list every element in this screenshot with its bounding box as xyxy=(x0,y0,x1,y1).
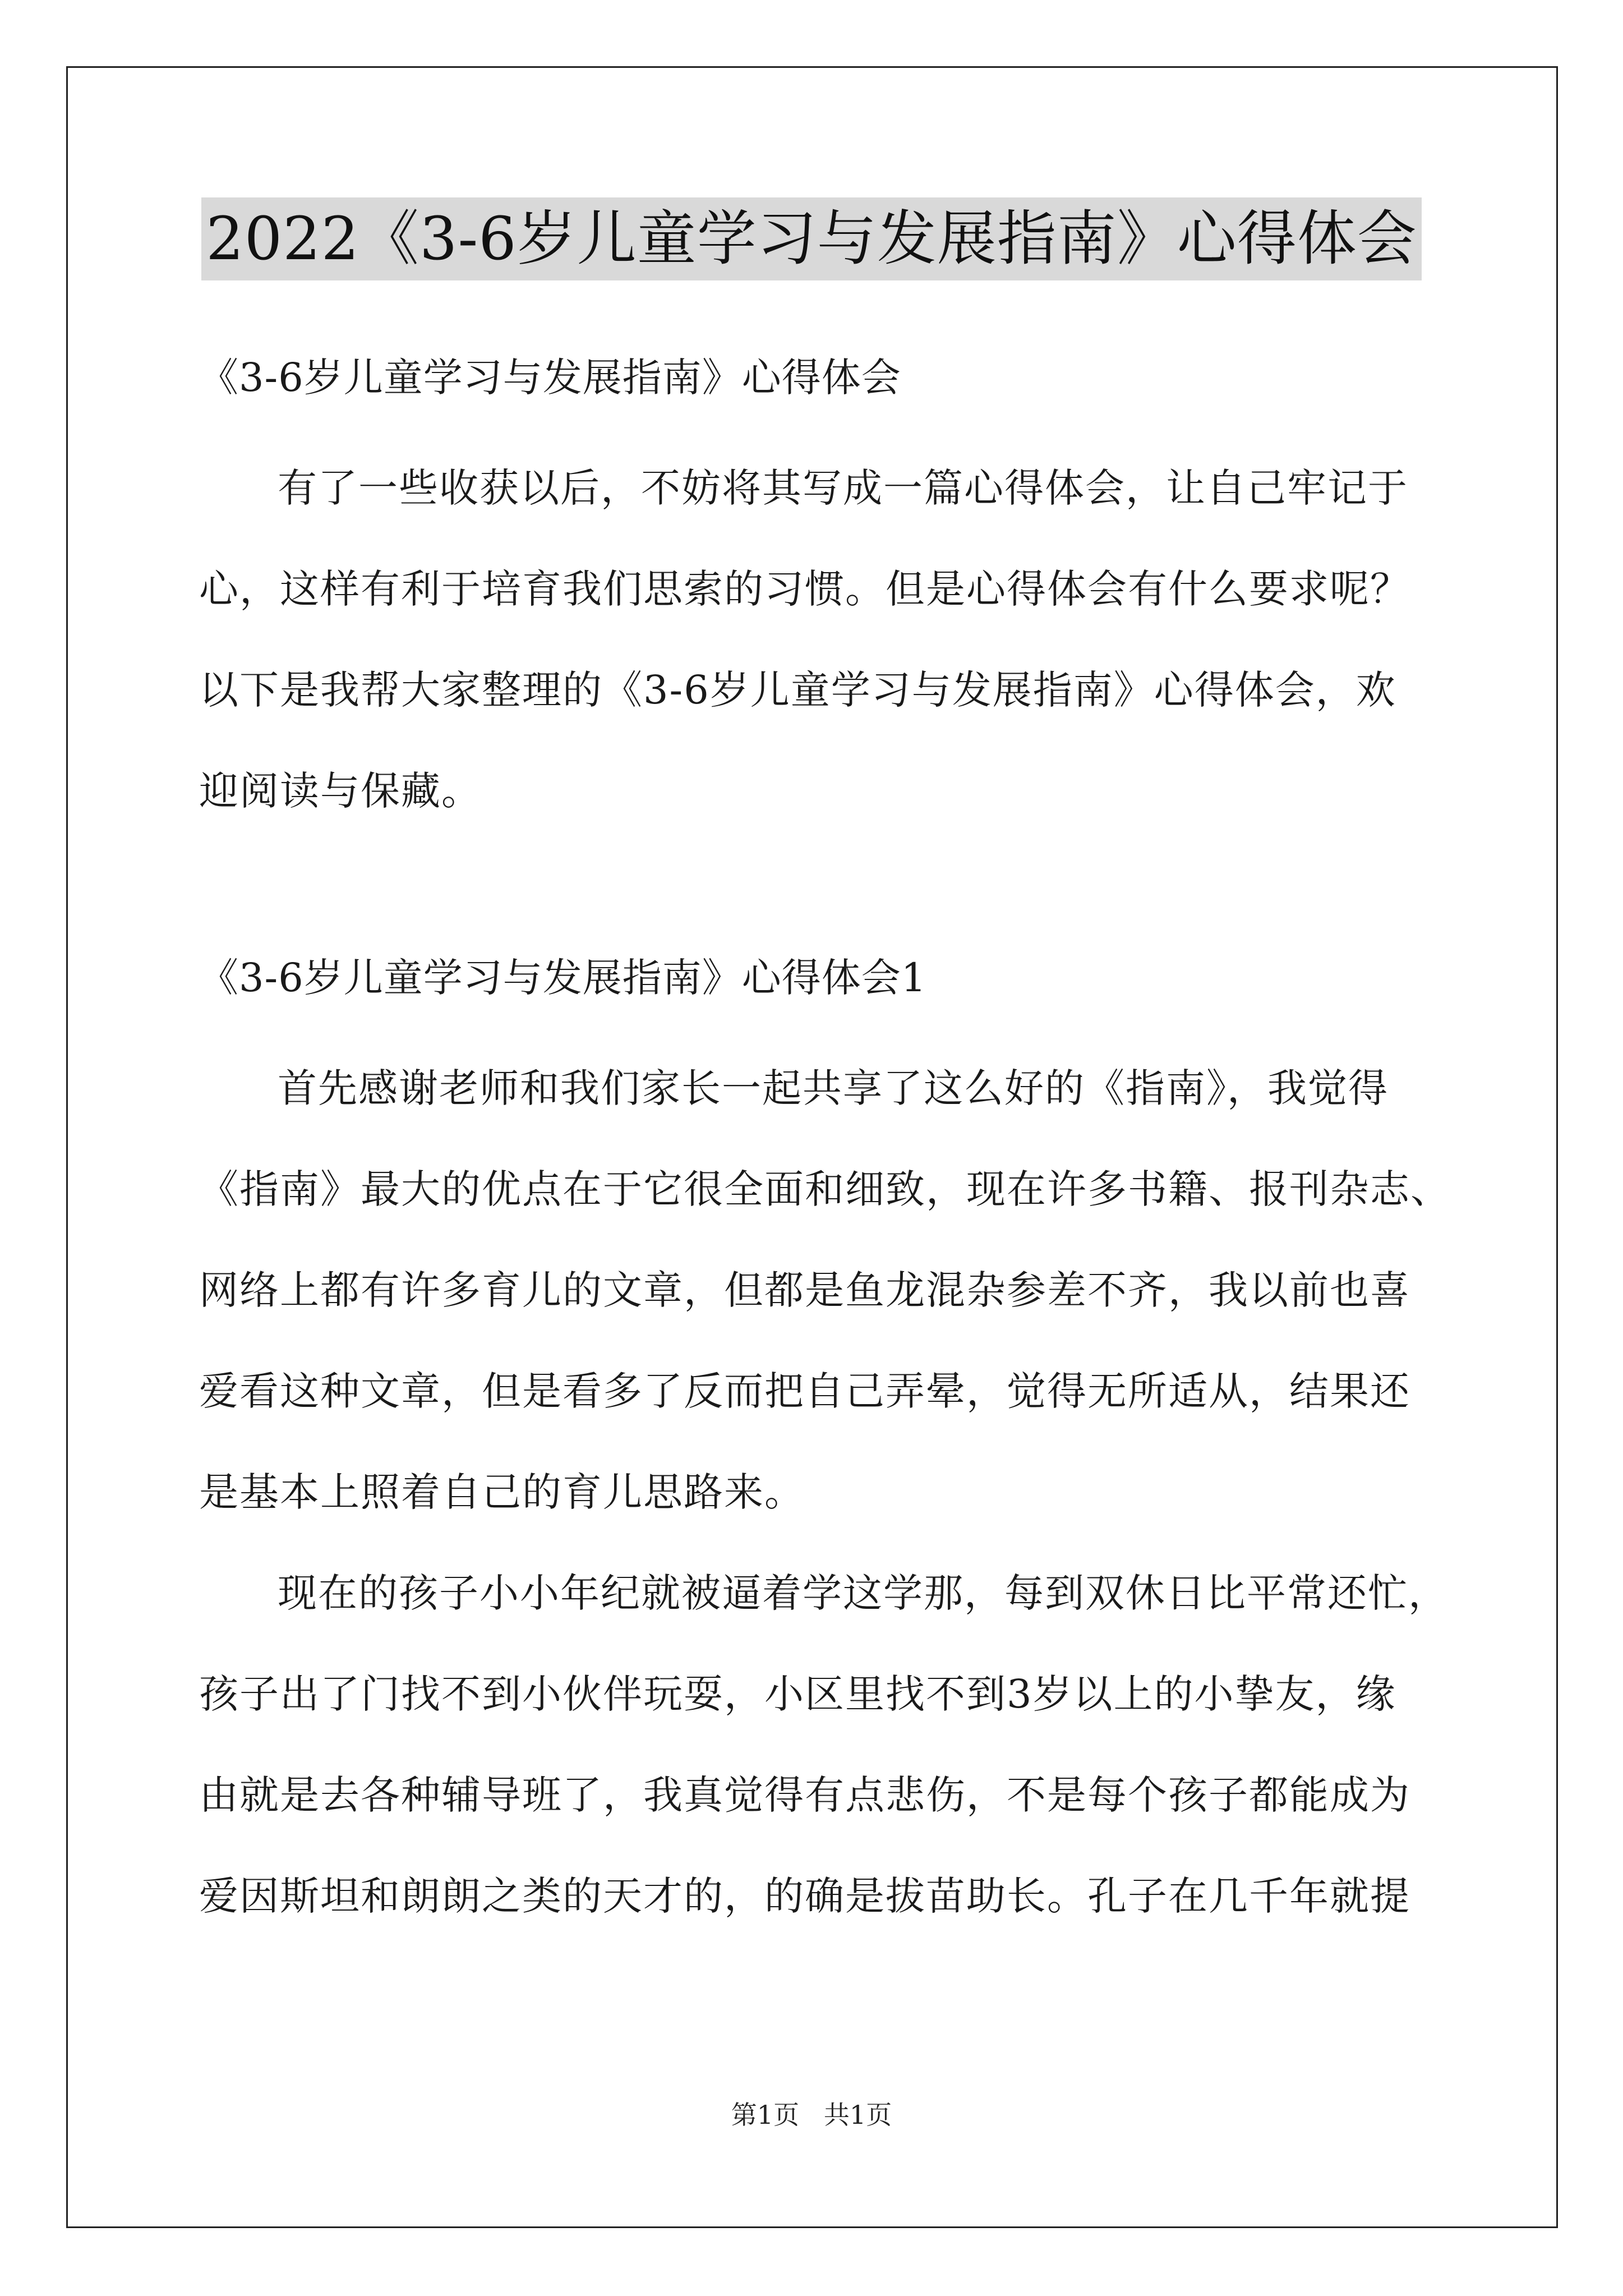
section1-para2-line-1: 现在的孩子小小年纪就被逼着学这学那，每到双休日比平常还忙， xyxy=(278,1570,1449,1616)
intro-line-4: 迎阅读与保藏。 xyxy=(199,768,482,814)
section1-para1-line-1: 首先感谢老师和我们家长一起共享了这么好的《指南》，我觉得 xyxy=(278,1065,1389,1111)
section1-para1-line-2: 《指南》最大的优点在于它很全面和细致，现在许多书籍、报刊杂志、 xyxy=(199,1166,1451,1212)
intro-line-3: 以下是我帮大家整理的《3-6岁儿童学习与发展指南》心得体会，欢 xyxy=(199,667,1396,713)
section1-para1-line-3: 网络上都有许多育儿的文章，但都是鱼龙混杂参差不齐，我以前也喜 xyxy=(199,1267,1410,1313)
section1-para2-line-3: 由就是去各种辅导班了，我真觉得有点悲伤，不是每个孩子都能成为 xyxy=(199,1772,1410,1818)
section1-para1-line-5: 是基本上照着自己的育儿思路来。 xyxy=(199,1469,805,1515)
intro-line-2: 心，这样有利于培育我们思索的习惯。但是心得体会有什么要求呢？ xyxy=(199,566,1410,612)
intro-heading: 《3-6岁儿童学习与发展指南》心得体会 xyxy=(199,355,901,401)
section1-heading: 《3-6岁儿童学习与发展指南》心得体会1 xyxy=(199,955,927,1001)
page-footer: 第1页 共1页 xyxy=(731,2100,892,2130)
title-container xyxy=(0,197,1623,280)
section1-para2-line-4: 爱因斯坦和朗朗之类的天才的，的确是拔苗助长。孔子在几千年就提 xyxy=(199,1873,1410,1919)
section1-para1-line-4: 爱看这种文章，但是看多了反而把自己弄晕，觉得无所适从，结果还 xyxy=(199,1368,1410,1414)
section1-para2-line-2: 孩子出了门找不到小伙伴玩耍，小区里找不到3岁以上的小挚友，缘 xyxy=(199,1671,1396,1717)
intro-line-1: 有了一些收获以后，不妨将其写成一篇心得体会，让自己牢记于 xyxy=(278,465,1408,511)
document-title: 2022《3-6岁儿童学习与发展指南》心得体会 xyxy=(201,197,1421,280)
